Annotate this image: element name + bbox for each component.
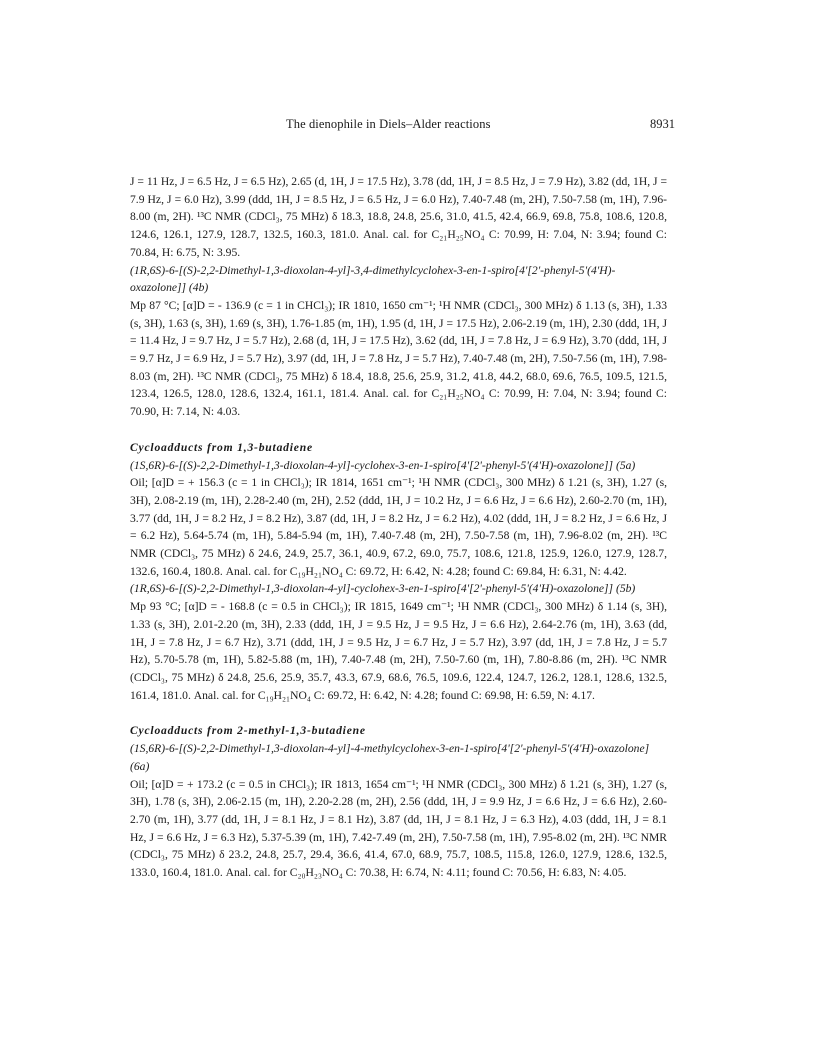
section-spacer — [130, 421, 667, 439]
compound-name: (1R,6S)-6-[(S)-2,2-Dimethyl-1,3-dioxolan-4-yl]-3,4-dimethylcyclohex-3-en-1-spiro[4'[2'-phenyl-5'(4'H)-oxazolone]] (4b) — [130, 263, 616, 295]
page-number: 8931 — [650, 117, 675, 131]
spectral-data-paragraph: J = 11 Hz, J = 6.5 Hz, J = 6.5 Hz), 2.65 (d, 1H, J = 17.5 Hz), 3.78 (dd, 1H, J = 8.5 Hz, J = 7.9 Hz), 3.82 (dd, 1H, J = 7.9 Hz, J = 6.0 Hz), 3.99 (ddd, 1H, J = 8.5 Hz, J = 6.5 Hz, J = 6.0 Hz), 7.40-7.48 (m, 2H), 7.50-7.58 (m, 1H), 7.96-8.00 (m, 2H). ¹³C NMR (CDCl₃, 75 MHz) δ 18.3, 18.8, 24.8, 25.6, 31.0, 41.5, 42.4, 66.9, 69.8, 75.8, 108.6, 120.8, 124.6, 126.1, 127.9, 128.7, 132.5, 160.3, 181.0. Anal. cal. for C₂₁H₂₅NO₄ C: 70.99, H: 7.04, N: 3.94; found C: 70.84, H: 6.75, N: 3.95. — [130, 175, 667, 259]
running-head: The dienophile in Diels–Alder reactions — [286, 117, 491, 131]
compound-name: (1R,6S)-6-[(S)-2,2-Dimethyl-1,3-dioxolan-4-yl]-cyclohex-3-en-1-spiro[4'[2'-phenyl-5'(4'H)-oxazolone]] (5b) — [130, 582, 636, 596]
compound-name: (1S,6R)-6-[(S)-2,2-Dimethyl-1,3-dioxolan-4-yl]-4-methylcyclohex-3-en-1-spiro[4'[2'-phenyl-5'(4'H)-oxazolone] (6a) — [130, 742, 650, 773]
compound-name: (1S,6R)-6-[(S)-2,2-Dimethyl-1,3-dioxolan-4-yl]-cyclohex-3-en-1-spiro[4'[2'-phenyl-5'(4'H)-oxazolone]] (5a) — [130, 458, 636, 472]
spectral-data-paragraph: Oil; [α]D = + 156.3 (c = 1 in CHCl₃); IR 1814, 1651 cm⁻¹; ¹H NMR (CDCl₃, 300 MHz) δ 1.21 (s, 3H), 1.27 (s, 3H), 2.08-2.19 (m, 1H), 2.28-2.40 (m, 2H), 2.52 (ddd, 1H, J = 10.2 Hz, J = 6.6 Hz, J = 6.6 Hz), 2.60-2.70 (m, 1H), 3.77 (dd, 1H, J = 8.2 Hz, J = 8.2 Hz), 3.87 (dd, 1H, J = 8.2 Hz, J = 6.2 Hz), 4.02 (ddd, 1H, J = 8.2 Hz, J = 6.6 Hz, J = 6.2 Hz), 5.64-5.74 (m, 1H), 5.84-5.94 (m, 1H), 7.40-7.48 (m, 2H), 7.50-7.58 (m, 1H), 7.96-8.02 (m, 2H). ¹³C NMR (CDCl₃, 75 MHz) δ 24.6, 24.9, 25.7, 36.1, 40.9, 67.2, 69.0, 75.7, 108.6, 121.8, 125.9, 126.0, 127.9, 128.7, 132.6, 160.4, 180.8. Anal. cal. for C₁₉H₂₁NO₄ C: 69.72, H: 6.42, N: 4.28; found C: 69.84, H: 6.31, N: 4.42. — [130, 476, 667, 578]
experimental-section — [130, 173, 667, 882]
section-spacer — [130, 704, 667, 722]
spectral-data-paragraph: Mp 87 °C; [α]D = - 136.9 (c = 1 in CHCl₃); IR 1810, 1650 cm⁻¹; ¹H NMR (CDCl₃, 300 MHz) δ 1.13 (s, 3H), 1.33 (s, 3H), 1.63 (s, 3H), 1.69 (s, 3H), 1.76-1.85 (m, 1H), 1.95 (d, 1H, J = 17.5 Hz), 2.06-2.19 (m, 1H), 2.30 (ddd, 1H, J = 11.4 Hz, J = 9.7 Hz, J = 5.7 Hz), 2.68 (d, 1H, J = 17.5 Hz), 3.62 (dd, 1H, J = 7.8 Hz, J = 6.9 Hz), 3.70 (ddd, 1H, J = 9.7 Hz, J = 6.9 Hz, J = 5.7 Hz), 3.97 (dd, 1H, J = 7.8 Hz, J = 5.7 Hz), 7.40-7.48 (m, 2H), 7.50-7.56 (m, 1H), 7.98-8.03 (m, 2H). ¹³C NMR (CDCl₃, 75 MHz) δ 18.4, 18.8, 25.6, 25.9, 31.2, 41.8, 44.2, 68.0, 69.6, 76.5, 109.5, 121.5, 123.4, 126.5, 128.0, 128.6, 132.4, 161.1, 181.4. Anal. cal. for C₂₁H₂₅NO₄ C: 70.99, H: 7.04, N: 3.94; found C: 70.90, H: 7.14, N: 4.03. — [130, 298, 667, 419]
spectral-data-paragraph: Oil; [α]D = + 173.2 (c = 0.5 in CHCl₃); IR 1813, 1654 cm⁻¹; ¹H NMR (CDCl₃, 300 MHz) δ 1.21 (s, 3H), 1.27 (s, 3H), 1.78 (s, 3H), 2.06-2.15 (m, 1H), 2.20-2.28 (m, 2H), 2.56 (ddd, 1H, J = 9.9 Hz, J = 6.6 Hz, J = 6.6 Hz), 2.60-2.70 (m, 1H), 3.77 (dd, 1H, J = 8.1 Hz, J = 8.1 Hz), 3.87 (dd, 1H, J = 8.1 Hz, J = 6.3 Hz), 4.03 (ddd, 1H, J = 8.1 Hz, J = 6.6 Hz, J = 6.3 Hz), 5.37-5.39 (m, 1H), 7.42-7.49 (m, 2H), 7.50-7.58 (m, 1H), 7.95-8.02 (m, 2H). ¹³C NMR (CDCl₃, 75 MHz) δ 23.2, 24.8, 25.7, 29.4, 36.6, 41.4, 67.0, 68.9, 75.7, 108.5, 115.8, 126.0, 127.9, 128.6, 132.5, 133.0, 160.4, 181.0. Anal. cal. for C₂₀H₂₃NO₄ C: 70.38, H: 6.74, N: 4.11; found C: 70.56, H: 6.83, N: 4.05. — [130, 777, 667, 880]
section-heading: Cycloadducts from 2-methyl-1,3-butadiene — [130, 724, 366, 738]
spectral-data-paragraph: Mp 93 °C; [α]D = - 168.8 (c = 0.5 in CHCl₃); IR 1815, 1649 cm⁻¹; ¹H NMR (CDCl₃, 300 MHz) δ 1.14 (s, 3H), 1.33 (s, 3H), 2.01-2.20 (m, 3H), 2.33 (ddd, 1H, J = 9.5 Hz, J = 9.5 Hz, J = 6.6 Hz), 2.64-2.76 (m, 1H), 3.63 (dd, 1H, J = 7.8 Hz, J = 6.7 Hz), 3.71 (ddd, 1H, J = 9.5 Hz, J = 6.7 Hz, J = 5.7 Hz), 3.97 (dd, 1H, J = 7.8 Hz, J = 5.7 Hz), 5.70-5.78 (m, 1H), 5.82-5.88 (m, 1H), 7.40-7.48 (m, 2H), 7.50-7.60 (m, 1H), 7.80-8.86 (m, 2H). ¹³C NMR (CDCl₃, 75 MHz) δ 24.8, 25.6, 25.9, 35.7, 43.3, 67.9, 68.6, 76.5, 109.6, 122.4, 124.7, 126.2, 128.1, 128.6, 132.5, 161.4, 181.0. Anal. cal. for C₁₉H₂₁NO₄ C: 69.72, H: 6.42, N: 4.28; found C: 69.98, H: 6.59, N: 4.17. — [130, 600, 667, 702]
section-heading: Cycloadducts from 1,3-butadiene — [130, 440, 313, 454]
